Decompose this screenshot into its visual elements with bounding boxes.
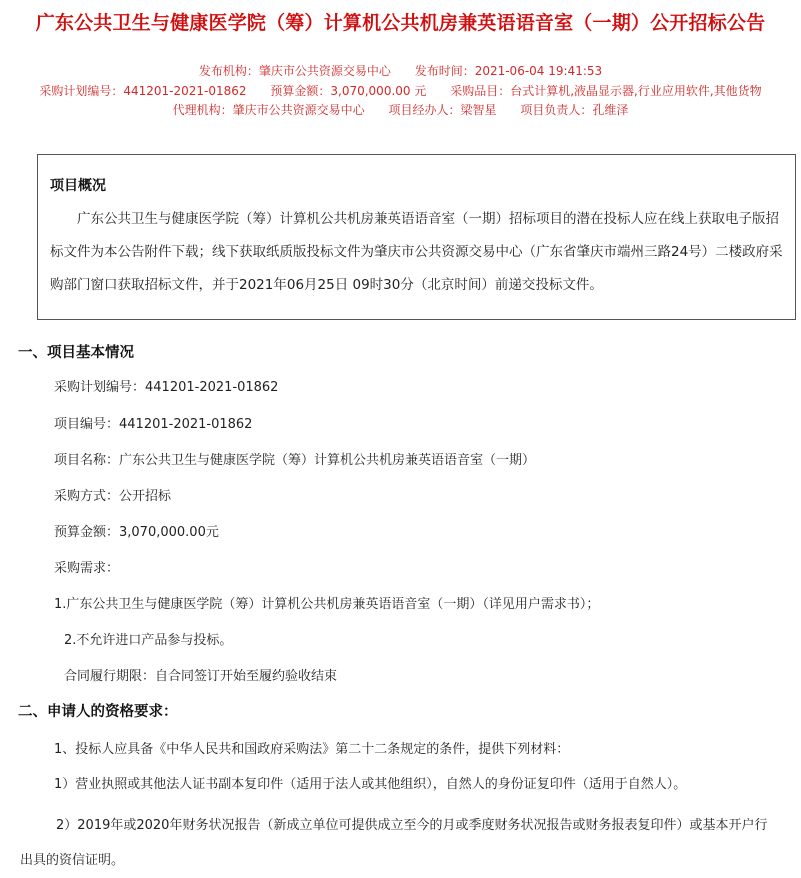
qualification-item-3: 2）2019年或2020年财务状况报告（新成立单位可提供成立至今的月或季度财务状况报告或财务报表复印件）或基本开户行出具的资信证明。 <box>20 818 768 868</box>
plan-number: 采购计划编号：441201-2021-01862 <box>39 84 247 98</box>
qualification-item-2: 1）营业执照或其他法人证书副本复印件（适用于法人或其他组织），自然人的身份证复印件（适用于自然人）。 <box>54 777 687 792</box>
project-handler: 项目经办人：梁智星 <box>388 103 497 117</box>
overview-heading: 项目概况 <box>50 178 106 194</box>
qualification-item-1: 1、投标人应具备《中华人民共和国政府采购法》第二十二条规定的条件，提供下列材料： <box>54 742 570 757</box>
section-qualification-heading: 二、申请人的资格要求： <box>18 704 178 720</box>
plan-number-line: 采购计划编号：441201-2021-01862 <box>54 380 279 395</box>
publisher: 发布机构：肇庆市公共资源交易中心 <box>198 64 391 78</box>
meta-row-1 <box>0 62 801 79</box>
demand-label: 采购需求： <box>54 561 120 576</box>
project-name-line: 项目名称：广东公共卫生与健康医学院（筹）计算机公共机房兼英语语音室（一期） <box>54 453 536 468</box>
section-basic-info-heading: 一、项目基本情况 <box>18 345 134 361</box>
budget-amount: 预算金额：3,070,000.00 元 <box>270 84 427 98</box>
overview-text: 广东公共卫生与健康医学院（筹）计算机公共机房兼英语语音室（一期）招标项目的潜在投标人应在线上获取电子版招标文件为本公告附件下载；线下获取纸质版投标文件为肇庆市公共资源交易中心（广东省肇庆市端州三路24号）二楼政府采购部门窗口获取招标文件，并于2021年06月25日 09时30分（北京时间）前递交投标文件。 <box>50 211 783 293</box>
demand-item-2: 2.不允许进口产品参与投标。 <box>64 633 233 648</box>
meta-row-3 <box>0 101 801 118</box>
project-number-line: 项目编号：441201-2021-01862 <box>54 417 253 432</box>
procurement-items: 采购品目：台式计算机,液晶显示器,行业应用软件,其他货物 <box>450 84 762 98</box>
project-overview-box <box>37 154 796 320</box>
demand-item-1: 1.广东公共卫生与健康医学院（筹）计算机公共机房兼英语语音室（一期）（详见用户需求书）； <box>54 597 600 612</box>
agency: 代理机构：肇庆市公共资源交易中心 <box>172 103 365 117</box>
budget-line: 预算金额：3,070,000.00元 <box>54 525 219 540</box>
page-title: 广东公共卫生与健康医学院（筹）计算机公共机房兼英语语音室（一期）公开招标公告 <box>35 12 766 34</box>
meta-row-2 <box>0 82 801 99</box>
procurement-method-line: 采购方式：公开招标 <box>54 489 172 504</box>
contract-term-line: 合同履行期限：自合同签订开始至履约验收结束 <box>64 669 338 684</box>
project-manager: 项目负责人：孔维泽 <box>520 103 629 117</box>
publish-time: 发布时间：2021-06-04 19:41:53 <box>414 64 603 78</box>
